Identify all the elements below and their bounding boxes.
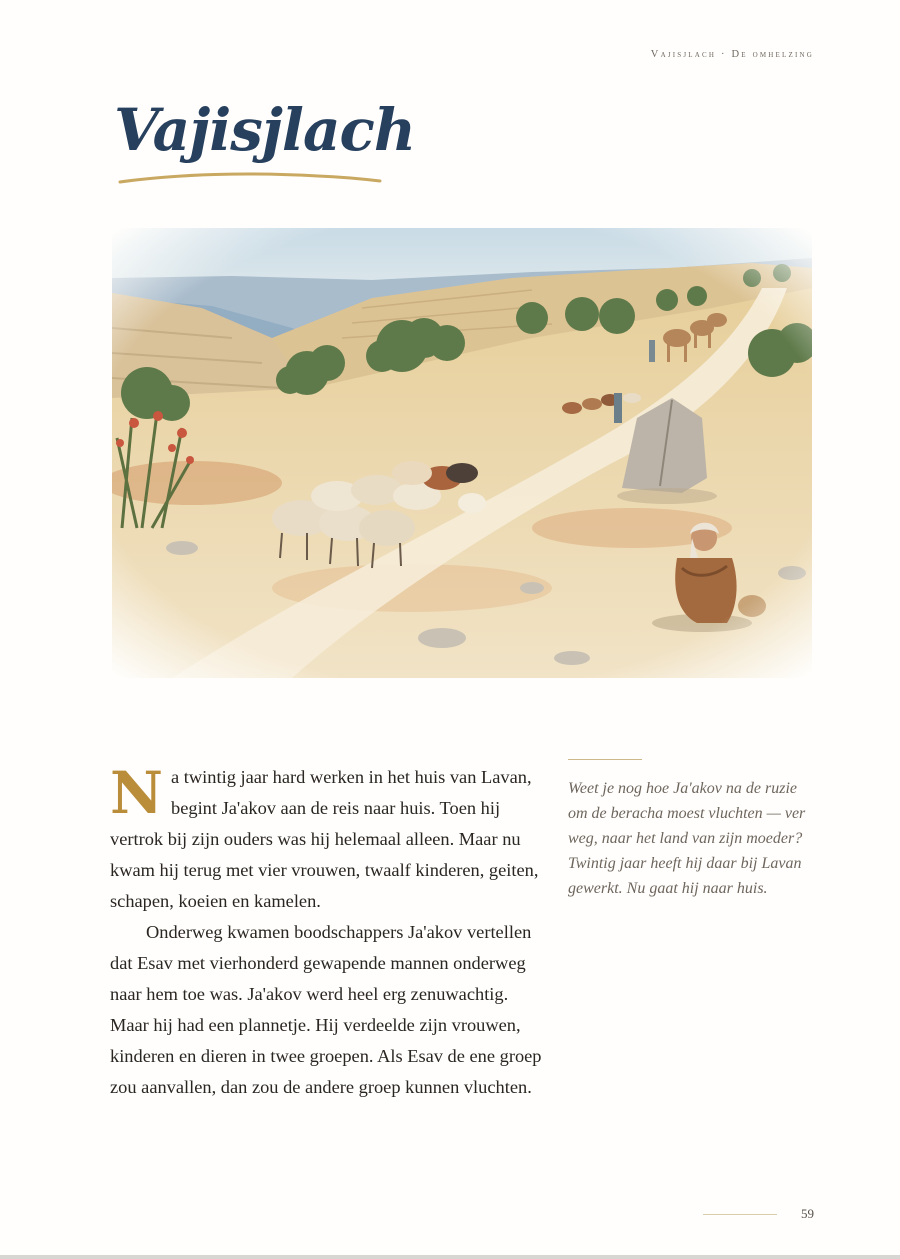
- page-number: 59: [801, 1206, 814, 1221]
- body-text: [110, 759, 550, 1103]
- paragraph-2: Onderweg kwamen boodschappers Ja'akov vertellen dat Esav met vierhonderd gewapende mannen onderweg naar hem toe was. Ja'akov werd heel erg zenuwachtig. Maar hij had een plannetje. Hij verdeelde zijn vrouwen, kinderen en dieren in twee groepen. Als Esav de ene groep zou aanvallen, dan zou de andere groep kunnen vluchten.: [110, 922, 542, 1097]
- running-header: Vajisjlach · De omhelzing: [650, 49, 814, 60]
- paragraph-1: [110, 759, 550, 917]
- sidenote-rule: [568, 759, 642, 760]
- chapter-title: Vajisjlach: [114, 96, 416, 164]
- title-underline: [118, 168, 382, 188]
- landscape-illustration: [112, 228, 812, 678]
- paragraph-1-text: a twintig jaar hard werken in het huis van Lavan, begint Ja'akov aan de reis naar huis. Toen hij vertrok bij zijn ouders was hij helemaal alleen. Maar nu kwam hij terug met vier vrouwen, twaalf kinderen, geiten, schapen, koeien en kamelen.: [110, 767, 539, 911]
- footer-rule: [703, 1214, 777, 1215]
- sidenote: Weet je nog hoe Ja'akov na de ruzie om de beracha moest vluchten — ver weg, naar het land van zijn moeder? Twintig jaar heeft hij daar bij Lavan gewerkt. Nu gaat hij naar huis.: [568, 780, 806, 897]
- page-bottom-edge: [0, 1255, 900, 1259]
- drop-cap: N: [110, 759, 164, 827]
